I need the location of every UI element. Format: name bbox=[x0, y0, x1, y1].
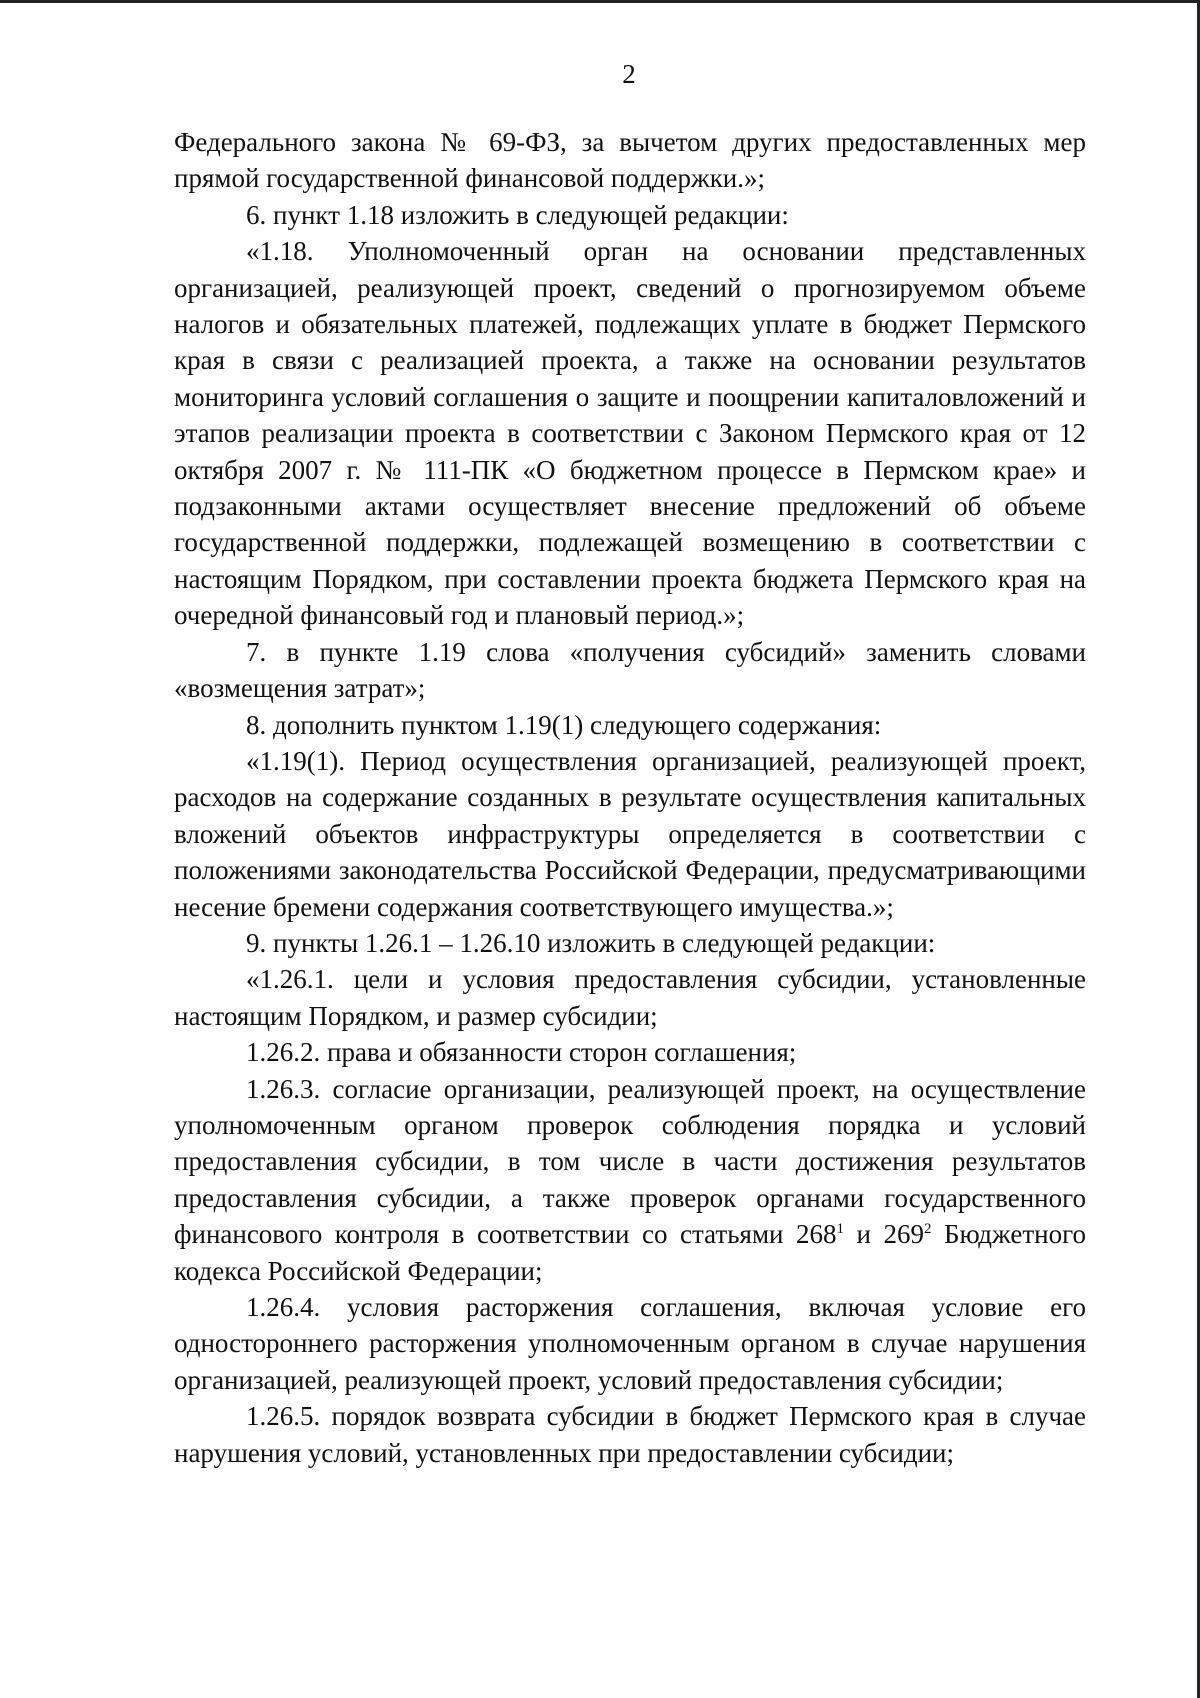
clause-1-26-3-text: 1.26.3. согласие организации, реализующей проект, на осуществление уполномоченным органом проверок соблюдения порядка и условий предоставления субсидии, в том числе в части достижения результатов предоставления субсидии, а также проверок органами государственного финансового контроля в соответствии со статьями 268 bbox=[174, 1073, 1086, 1250]
paragraph-item-9: 9. пункты 1.26.1 – 1.26.10 изложить в следующей редакции: bbox=[246, 927, 936, 958]
paragraph-clause-1-26-2: 1.26.2. права и обязанности сторон соглашения; bbox=[246, 1037, 797, 1068]
superscript-2: 2 bbox=[923, 1221, 932, 1238]
page-number: 2 bbox=[622, 59, 636, 89]
paragraph-item-7: 7. в пункте 1.19 слова «получения субсидий» заменить словами «возмещения затрат»; bbox=[174, 636, 1086, 704]
document-body bbox=[174, 124, 1086, 1471]
paragraph-clause-1-26-3 bbox=[174, 1071, 1086, 1289]
paragraph-item-8: 8. дополнить пунктом 1.19(1) следующего содержания: bbox=[246, 709, 882, 740]
scan-edge-top bbox=[0, 0, 1200, 3]
clause-1-26-3-middle: и 269 bbox=[844, 1219, 924, 1250]
paragraph-clause-1-26-5: 1.26.5. порядок возврата субсидии в бюджет Пермского края в случае нарушения условий, установленных при предоставлении субсидии; bbox=[174, 1401, 1086, 1468]
paragraph-clause-1-19-1: «1.19(1). Период осуществления организацией, реализующей проект, расходов на содержание созданных в результате осуществления капитальных вложений объектов инфраструктуры определяется в соответствии с положениями законодательства Российской Федерации, предусматривающими несение бремени содержания соответствующего имущества.»; bbox=[174, 745, 1086, 922]
paragraph-continuation: Федерального закона № 69-ФЗ, за вычетом других предоставленных мер прямой государственной финансовой поддержки.»; bbox=[174, 127, 1086, 194]
paragraph-clause-1-26-4: 1.26.4. условия расторжения соглашения, включая условие его одностороннего расторжения уполномоченным органом в случае нарушения организацией, реализующей проект, условий предоставления субсидии; bbox=[174, 1292, 1086, 1395]
clause-1-26-3-end: Бюджетного кодекса Российской Федерации; bbox=[174, 1219, 1086, 1286]
paragraph-clause-1-18: «1.18. Уполномоченный орган на основании представленных организацией, реализующей проект, сведений о прогнозируемом объеме налогов и обязательных платежей, подлежащих уплате в бюджет Пермского края в связи с реализацией проекта, а также на основании результатов мониторинга условий соглашения о защите и поощрении капиталовложений и этапов реализации проекта в соответствии с Законом Пермского края от 12 октября 2007 г. № 111-ПК «О бюджетном процессе в Пермском крае» и подзаконными актами осуществляет внесение предложений об объеме государственной поддержки, подлежащей возмещению в соответствии с настоящим Порядком, при составлении проекта бюджета Пермского края на очередной финансовый год и плановый период.»; bbox=[174, 236, 1086, 631]
paragraph-clause-1-26-1: «1.26.1. цели и условия предоставления субсидии, установленные настоящим Порядком, и размер субсидии; bbox=[174, 964, 1086, 1031]
paragraph-item-6: 6. пункт 1.18 изложить в следующей редакции: bbox=[246, 199, 789, 230]
superscript-1: 1 bbox=[836, 1221, 844, 1238]
